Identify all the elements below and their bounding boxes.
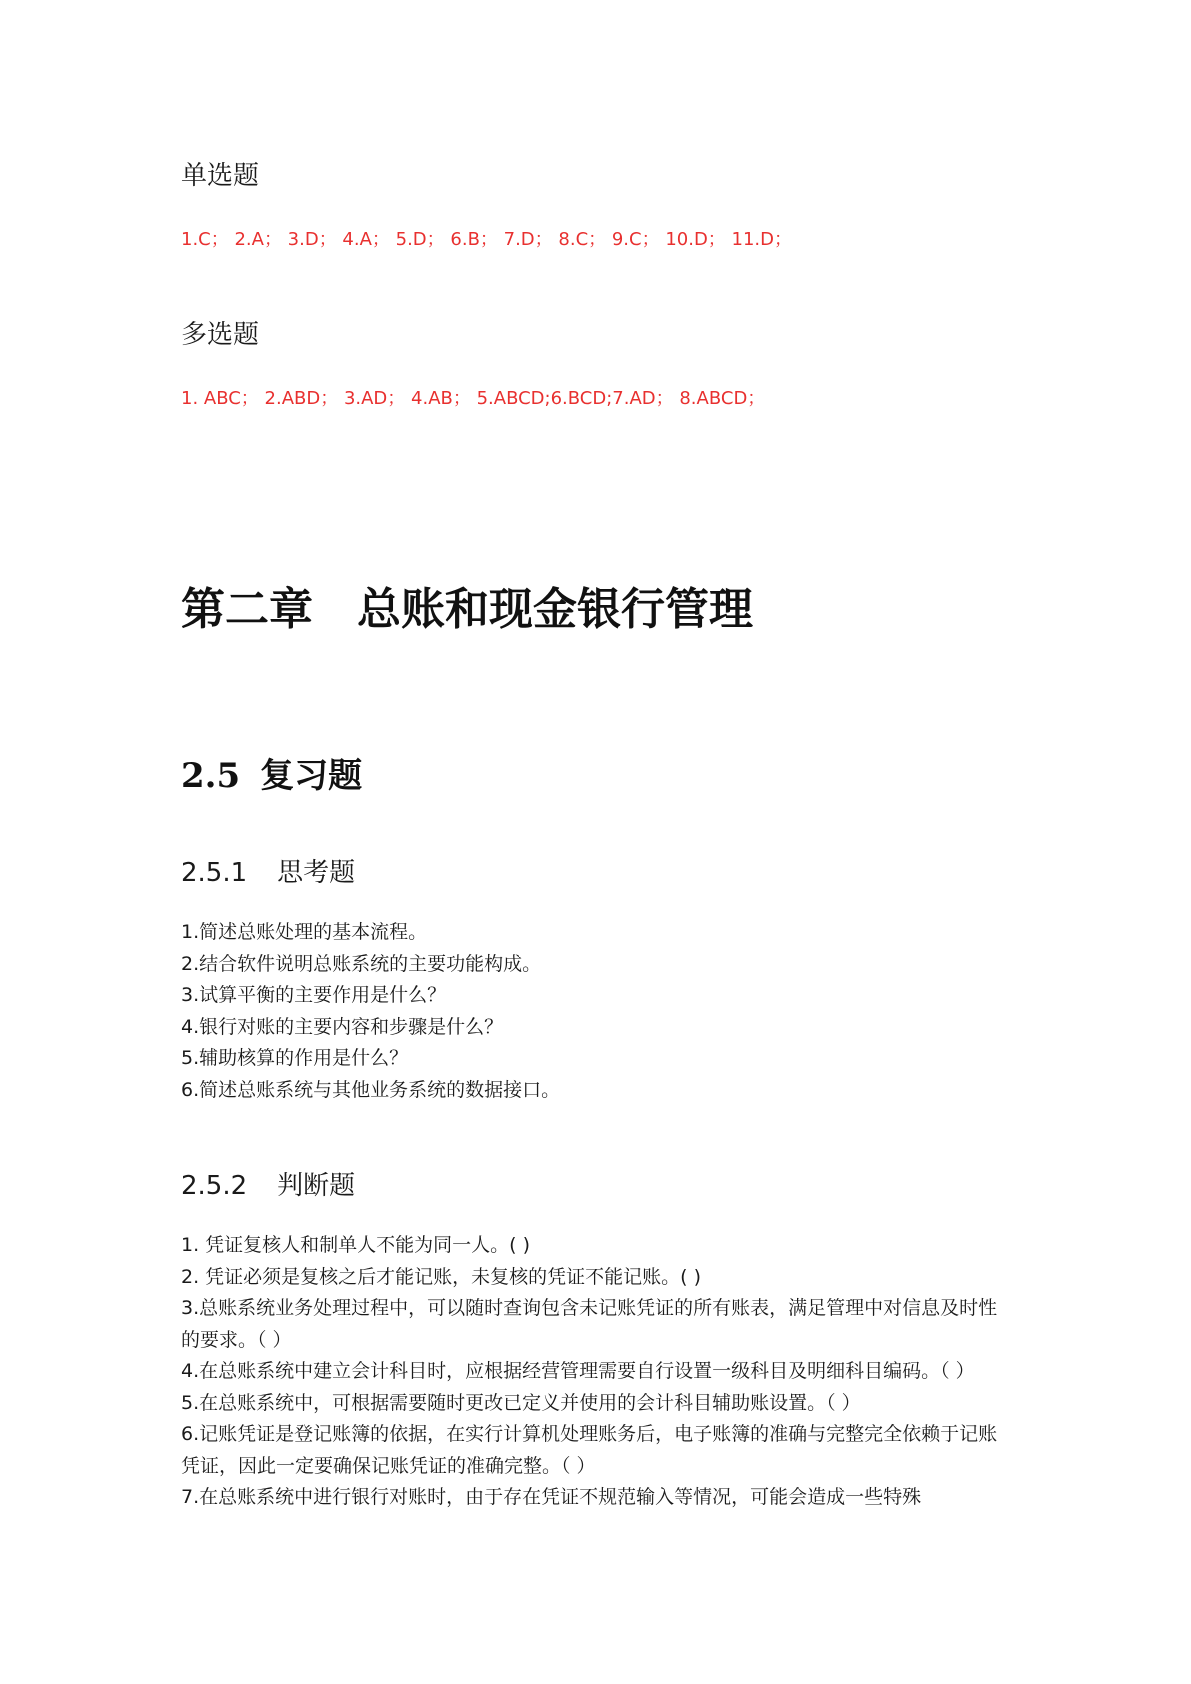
list-item: 4.银行对账的主要内容和步骤是什么？ [181, 1015, 504, 1038]
thinking-number: 2.5.1 [181, 858, 248, 888]
list-item: 3.总账系统业务处理过程中，可以随时查询包含未记账凭证的所有账表，满足管理中对信息及时性的要求。（ ） [181, 1297, 998, 1351]
list-item: 3.试算平衡的主要作用是什么？ [181, 984, 447, 1006]
single-choice-heading: 单选题 [181, 161, 260, 191]
list-item: 6.简述总账系统与其他业务系统的数据接口。 [181, 1078, 561, 1101]
list-item: 4.在总账系统中建立会计科目时，应根据经营管理需要自行设置一级科目及明细科目编码。（ ） [181, 1360, 975, 1382]
multi-choice-heading: 多选题 [181, 320, 260, 350]
section-name: 复习题 [260, 756, 363, 796]
judgment-name: 判断题 [277, 1171, 356, 1201]
chapter-name: 总账和现金银行管理 [357, 584, 753, 635]
chapter-title [181, 583, 753, 637]
single-choice-answers: 1.C； 2.A； 3.D； 4.A； 5.D； 6.B； 7.D； 8.C； 9.C； 10.D； 11.D； [181, 229, 793, 250]
thinking-name: 思考题 [277, 858, 356, 888]
section-title [181, 755, 362, 797]
list-item: 1.简述总账处理的基本流程。 [181, 921, 428, 943]
chapter-number: 第二章 [181, 584, 313, 635]
thinking-title [181, 857, 355, 889]
judgment-questions [181, 1230, 1011, 1514]
list-item: 2. 凭证必须是复核之后才能记账，未复核的凭证不能记账。( ) [181, 1265, 702, 1288]
multi-choice-answers: 1. ABC； 2.ABD； 3.AD； 4.AB； 5.ABCD;6.BCD;7.AD； 8.ABCD； [181, 388, 766, 409]
list-item: 7.在总账系统中进行银行对账时，由于存在凭证不规范输入等情况，可能会造成一些特殊 [181, 1486, 922, 1508]
list-item: 6.记账凭证是登记账簿的依据，在实行计算机处理账务后，电子账簿的准确与完整完全依赖于记账凭证，因此一定要确保记账凭证的准确完整。（ ） [181, 1423, 998, 1477]
judgment-title [181, 1170, 355, 1202]
judgment-number: 2.5.2 [181, 1171, 248, 1201]
thinking-questions [181, 917, 1011, 1106]
list-item: 5.在总账系统中，可根据需要随时更改已定义并使用的会计科目辅助账设置。（ ） [181, 1391, 861, 1414]
section-number: 2.5 [181, 756, 241, 796]
list-item: 2.结合软件说明总账系统的主要功能构成。 [181, 952, 542, 975]
list-item: 1. 凭证复核人和制单人不能为同一人。( ) [181, 1234, 531, 1256]
list-item: 5.辅助核算的作用是什么？ [181, 1047, 409, 1069]
